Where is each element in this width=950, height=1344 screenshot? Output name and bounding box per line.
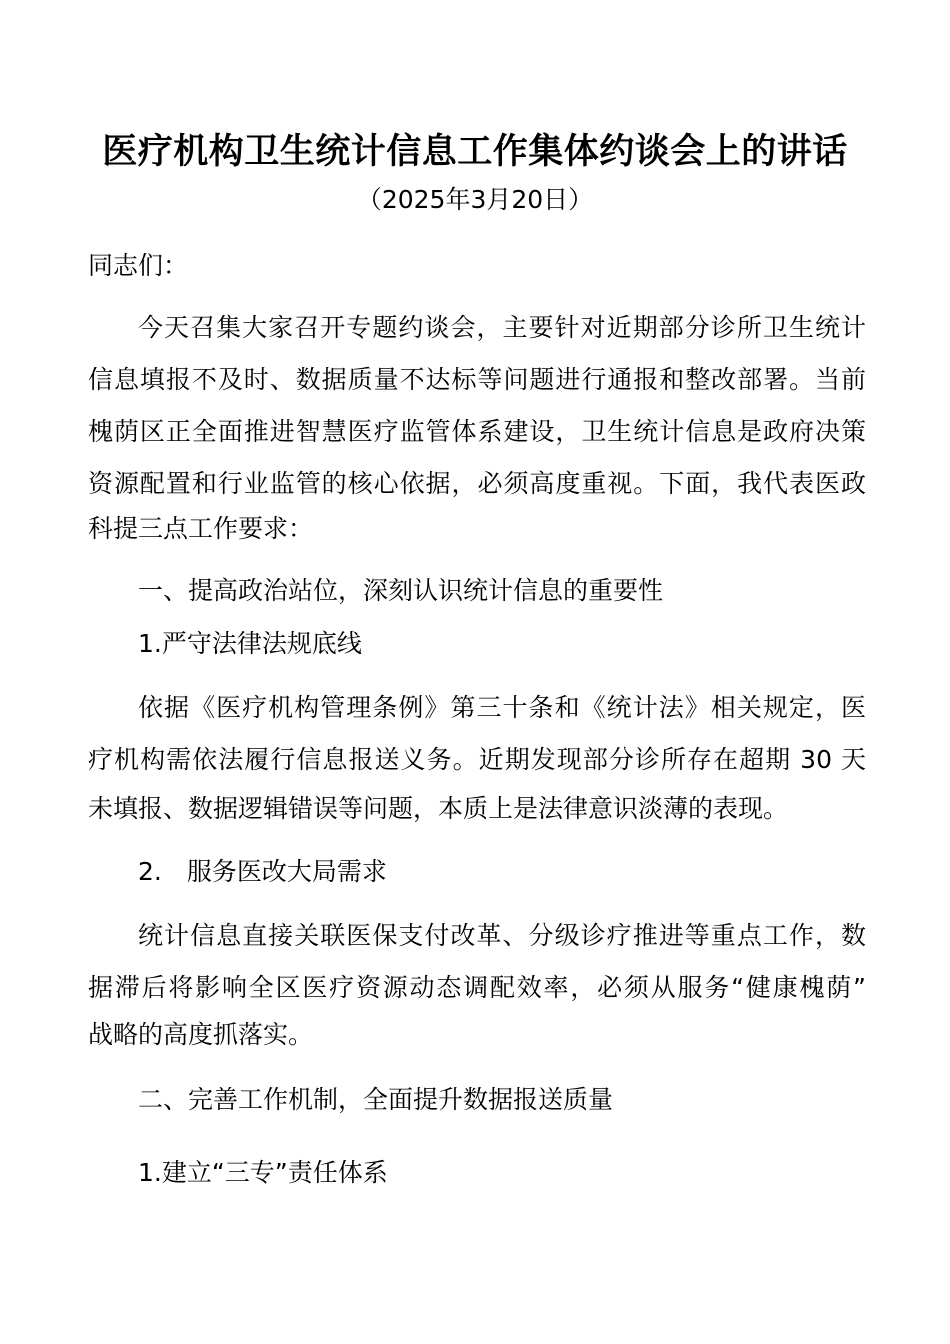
item-heading-1-1: 1.严守法律法规底线 <box>138 629 362 658</box>
paragraph-line: 资源配置和行业监管的核心依据，必须高度重视。下面，我代表医政 <box>88 469 866 498</box>
paragraph-line: 据滞后将影响全区医疗资源动态调配效率，必须从服务“健康槐荫” <box>88 973 866 1002</box>
paragraph-line: 未填报、数据逻辑错误等问题，本质上是法律意识淡薄的表现。 <box>88 794 789 823</box>
paragraph-line: 槐荫区正全面推进智慧医疗监管体系建设，卫生统计信息是政府决策 <box>88 417 866 446</box>
paragraph-line: 依据《医疗机构管理条例》第三十条和《统计法》相关规定，医 <box>138 693 866 722</box>
salutation: 同志们： <box>88 251 189 280</box>
item-heading-1-2: 2. 服务医改大局需求 <box>138 857 387 886</box>
document-date: （2025年3月20日） <box>356 185 594 214</box>
paragraph-line: 科提三点工作要求： <box>88 514 314 543</box>
item-heading-2-1: 1.建立“三专”责任体系 <box>138 1158 388 1187</box>
document-title: 医疗机构卫生统计信息工作集体约谈会上的讲话 <box>102 132 848 172</box>
paragraph-line: 今天召集大家召开专题约谈会，主要针对近期部分诊所卫生统计 <box>138 313 866 342</box>
paragraph-line: 战略的高度抓落实。 <box>88 1020 314 1049</box>
section-heading-1: 一、提高政治站位，深刻认识统计信息的重要性 <box>138 576 664 605</box>
section-heading-2: 二、完善工作机制，全面提升数据报送质量 <box>138 1085 614 1114</box>
paragraph-line: 信息填报不及时、数据质量不达标等问题进行通报和整改部署。当前 <box>88 365 866 394</box>
paragraph-line: 统计信息直接关联医保支付改革、分级诊疗推进等重点工作，数 <box>138 921 866 950</box>
paragraph-line: 疗机构需依法履行信息报送义务。近期发现部分诊所存在超期 30 天 <box>88 745 866 774</box>
